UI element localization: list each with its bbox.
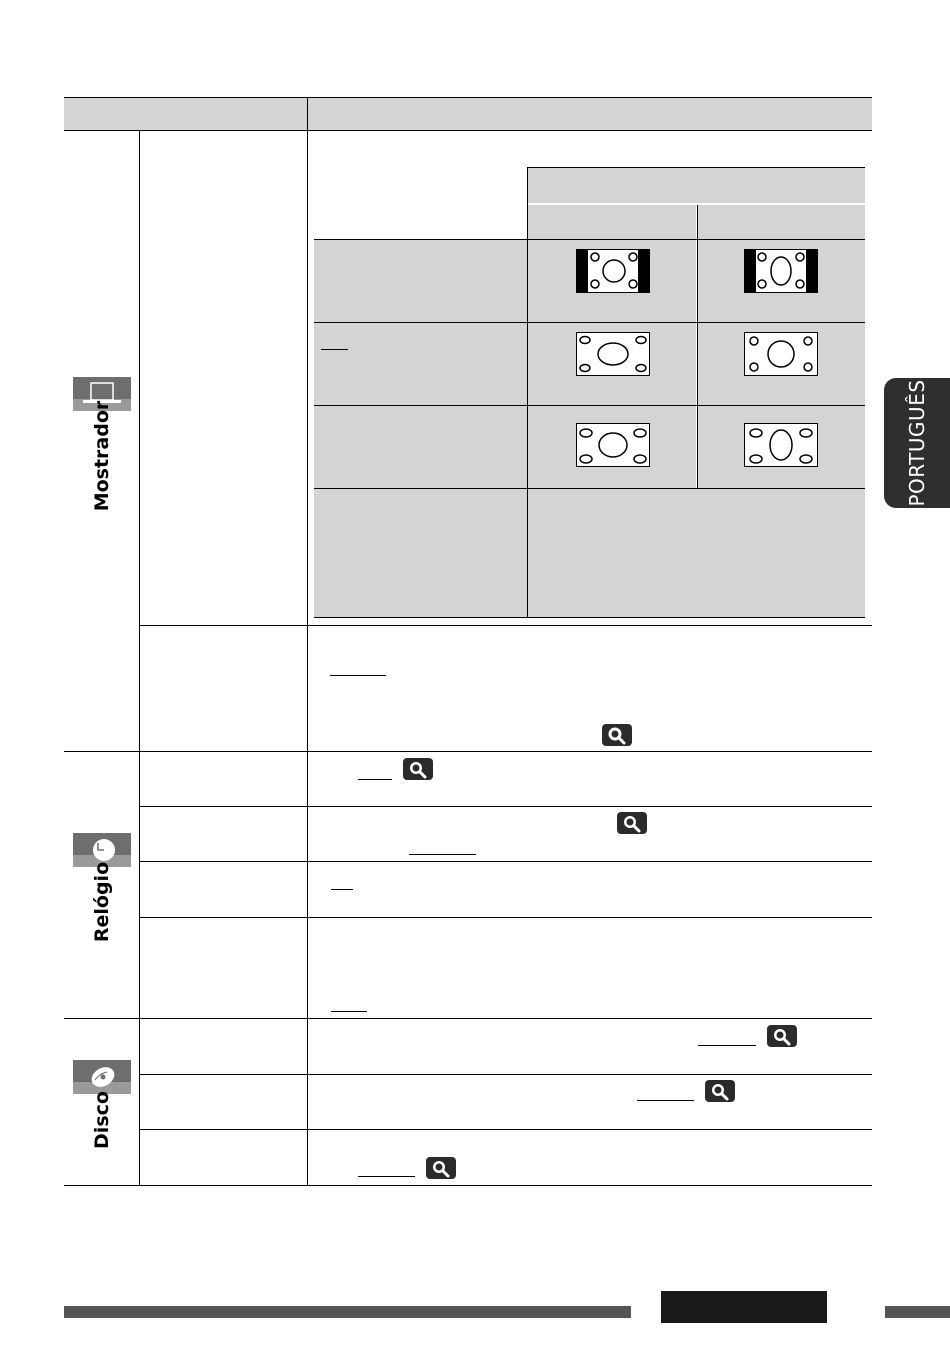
subtable-row-label bbox=[314, 240, 527, 322]
table-header-bottom-border bbox=[64, 130, 872, 131]
table-header bbox=[64, 98, 872, 130]
aspect-screen-letterbox-circle bbox=[576, 249, 650, 293]
default-underline bbox=[330, 675, 386, 676]
group-border bbox=[64, 751, 872, 752]
table-bottom-border bbox=[64, 1185, 872, 1186]
aspect-screen-wide-oval bbox=[576, 332, 650, 376]
magnifier-icon[interactable] bbox=[426, 1157, 456, 1179]
magnifier-icon[interactable] bbox=[617, 812, 647, 834]
language-tab[interactable] bbox=[884, 378, 950, 508]
row-border bbox=[139, 861, 872, 862]
aspect-screen-letterbox-oval bbox=[744, 249, 818, 293]
default-underline bbox=[331, 1011, 367, 1012]
subtable-top bbox=[528, 167, 865, 168]
default-underline bbox=[358, 1176, 415, 1177]
magnifier-icon[interactable] bbox=[602, 724, 632, 746]
magnifier-icon[interactable] bbox=[403, 758, 433, 780]
col-divider-2 bbox=[307, 130, 308, 1186]
row-border bbox=[139, 1129, 872, 1130]
footer-bar-right bbox=[885, 1306, 950, 1318]
subtable-divider bbox=[527, 167, 528, 617]
row-border bbox=[139, 1074, 872, 1075]
default-underline bbox=[321, 349, 348, 350]
default-underline bbox=[358, 779, 392, 780]
subtable-row-label bbox=[314, 489, 527, 617]
aspect-screen-full-tall-oval bbox=[744, 423, 818, 467]
row-border bbox=[139, 806, 872, 807]
subtable-header-left bbox=[528, 205, 696, 239]
category-label-relogio: Relógio bbox=[91, 861, 113, 943]
subtable-merged-cell bbox=[528, 489, 865, 617]
row-border bbox=[139, 625, 872, 626]
aspect-screen-full-oval bbox=[576, 423, 650, 467]
subtable-bottom bbox=[314, 617, 865, 618]
table-header-divider bbox=[307, 98, 308, 130]
subtable-row-label bbox=[314, 406, 527, 488]
row-border bbox=[139, 917, 872, 918]
category-label-disco: Disco bbox=[91, 1091, 113, 1149]
default-underline bbox=[409, 854, 476, 855]
subtable-row-label bbox=[314, 323, 527, 405]
table-top-border bbox=[64, 97, 872, 98]
default-underline bbox=[637, 1100, 694, 1101]
default-underline bbox=[698, 1045, 756, 1046]
default-underline bbox=[331, 889, 353, 890]
subtable-header-right bbox=[698, 205, 865, 239]
subtable-divider bbox=[697, 205, 698, 488]
aspect-screen-wide-circle bbox=[744, 332, 818, 376]
footer-page-box bbox=[661, 1291, 827, 1323]
footer-bar-left bbox=[64, 1306, 631, 1318]
col-divider-1 bbox=[139, 130, 140, 1186]
language-tab-label: PORTUGUÊS bbox=[905, 379, 929, 507]
category-label-mostrador: Mostrador bbox=[91, 400, 113, 512]
magnifier-icon[interactable] bbox=[705, 1080, 735, 1102]
magnifier-icon[interactable] bbox=[767, 1025, 797, 1047]
group-border bbox=[64, 1018, 872, 1019]
subtable-header-top bbox=[528, 168, 865, 203]
